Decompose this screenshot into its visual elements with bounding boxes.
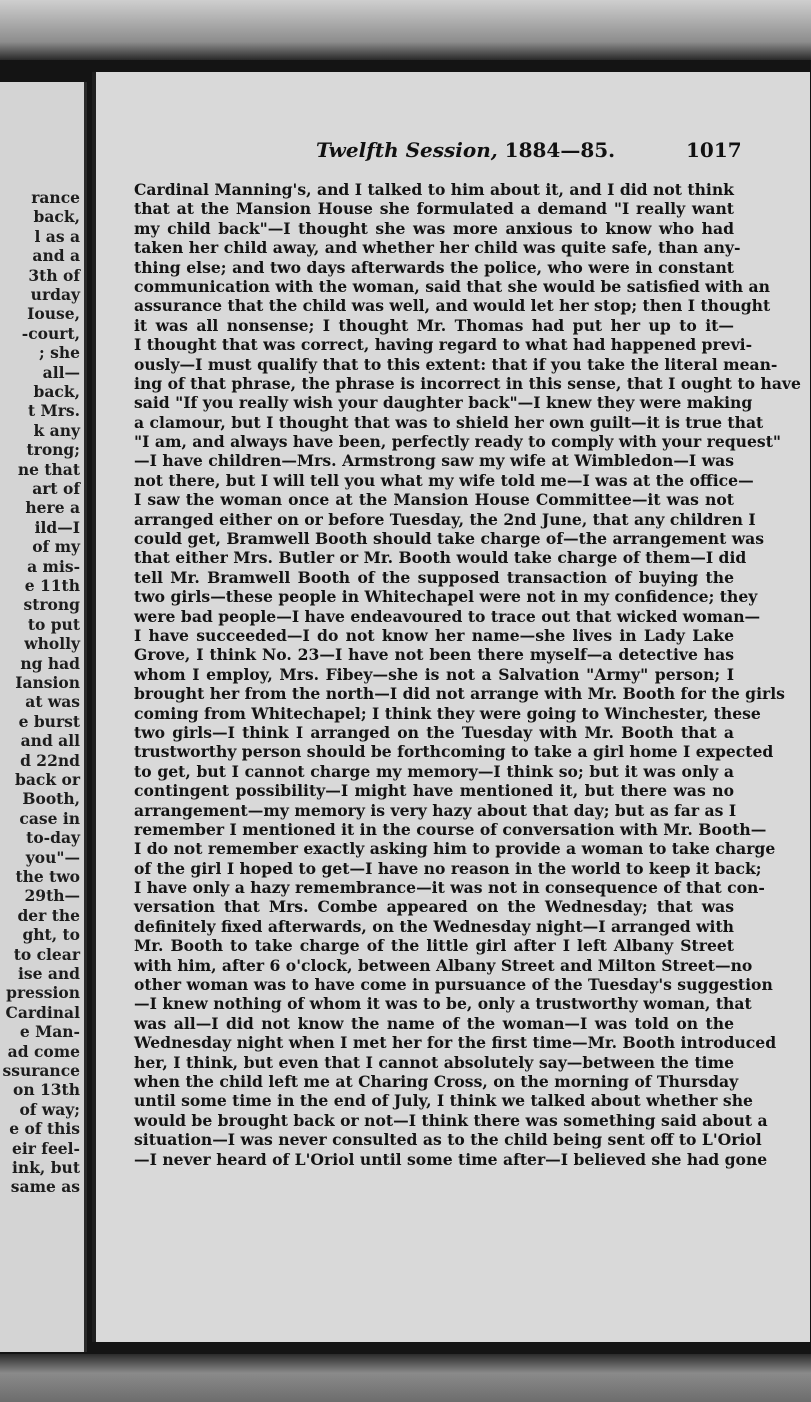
left-page-fragment: Booth, <box>22 789 80 809</box>
left-page-fragment: e Man- <box>19 1022 80 1042</box>
text-line: that at the Mansion House she formulated a demand "I really want <box>134 199 734 219</box>
left-page-fragment: a mis- <box>27 556 80 576</box>
text-line: situation—I was never consulted as to the child being sent off to L'Oriol <box>134 1130 762 1150</box>
text-line: her, I think, but even that I cannot absolutely say—between the time <box>134 1052 734 1072</box>
left-page-fragment: ise and <box>17 964 80 983</box>
text-line: would be brought back or not—I think there was something said about a <box>134 1110 768 1130</box>
left-page-fragment: trong; <box>26 440 80 460</box>
text-line: —I have children—Mrs. Armstrong saw my wife at Wimbledon—I was <box>134 451 734 471</box>
left-page-fragment: to put <box>27 614 80 634</box>
text-line: communication with the woman, said that she would be satisfied with an <box>134 276 770 296</box>
left-page-fragment: e of this <box>9 1119 80 1139</box>
left-page-fragment: back, <box>33 207 80 227</box>
left-page-fragment: e 11th <box>24 576 80 595</box>
left-page-fragment: of way; <box>19 1099 80 1119</box>
text-line: not there, but I will tell you what my wife told me—I was at the office— <box>134 470 754 490</box>
text-line: "I am, and always have been, perfectly ready to comply with your request" <box>134 432 782 452</box>
text-line: taken her child away, and whether her child was quite safe, than any- <box>134 238 741 258</box>
text-line: I have succeeded—I do not know her name—she lives in Lady Lake <box>134 625 734 645</box>
scan-top-edge <box>0 0 811 60</box>
left-page-fragment: here a <box>25 498 80 518</box>
text-line: until some time in the end of July, I think we talked about whether she <box>134 1091 753 1111</box>
text-line: Mr. Booth to take charge of the little girl after I left Albany Street <box>134 936 734 956</box>
text-line: of the girl I hoped to get—I have no reason in the world to keep it back; <box>134 858 762 878</box>
left-page-fragment: of my <box>32 537 80 557</box>
text-line: brought her from the north—I did not arrange with Mr. Booth for the girls <box>134 684 785 704</box>
left-page-fragment: at was <box>25 692 80 712</box>
left-page-fragment: and a <box>32 246 80 266</box>
text-line: arrangement—my memory is very hazy about that day; but as far as I <box>134 800 737 820</box>
text-line: it was all nonsense; I thought Mr. Thomas had put her up to it— <box>134 315 734 335</box>
left-page-fragment: Cardinal <box>5 1002 80 1022</box>
text-line: two girls—I think I arranged on the Tuesday with Mr. Booth that a <box>134 722 734 742</box>
left-page-fragment: the two <box>15 867 80 886</box>
text-line: remember I mentioned it in the course of conversation with Mr. Booth— <box>134 819 767 839</box>
left-page-fragment: -court, <box>21 323 80 343</box>
left-page-fragment: 3th of <box>28 265 80 285</box>
left-page-fragment: ink, but <box>12 1158 80 1177</box>
left-page-fragment: ght, to <box>22 925 80 945</box>
left-page-fragment: eir feel- <box>11 1138 80 1158</box>
left-page-fragment: back, <box>33 382 80 401</box>
running-head-years: 1884—85. <box>497 138 616 162</box>
text-line: versation that Mrs. Combe appeared on the Wednesday; that was <box>134 897 734 917</box>
text-line: two girls—these people in Whitechapel were not in my confidence; they <box>134 587 758 607</box>
scan-bottom-edge <box>0 1354 811 1402</box>
left-page-fragment: back or <box>15 770 80 789</box>
text-line: I do not remember exactly asking him to provide a woman to take charge <box>134 839 776 859</box>
left-page-fragment: d 22nd <box>20 750 80 770</box>
left-page-fragment: strong <box>23 595 80 615</box>
left-page-fragment: k any <box>33 420 80 440</box>
page-number: 1017 <box>686 138 742 162</box>
text-line: could get, Bramwell Booth should take charge of—the arrangement was <box>134 529 765 549</box>
text-line: I thought that was correct, having regard to what had happened previ- <box>134 335 753 355</box>
left-page-fragment: and all <box>20 731 80 751</box>
left-page-fragment: to clear <box>13 944 80 964</box>
left-page <box>0 82 87 1352</box>
text-line: tell Mr. Bramwell Booth of the supposed transaction of buying the <box>134 567 734 587</box>
left-page-fragment: ssurance <box>2 1061 80 1080</box>
body-text <box>134 180 801 1169</box>
left-page-fragment: der the <box>17 905 80 925</box>
text-line: whom I employ, Mrs. Fibey—she is not a Salvation "Army" person; I <box>134 664 734 684</box>
running-head <box>316 138 615 162</box>
left-page-fragment: ne that <box>17 459 80 479</box>
left-page-fragment: Iansion <box>15 673 80 692</box>
text-line: was all—I did not know the name of the woman—I was told on the <box>134 1013 734 1033</box>
left-page-fragment: all— <box>42 362 80 382</box>
text-line: Grove, I think No. 23—I have not been there myself—a detective has <box>134 645 734 665</box>
text-line: my child back"—I thought she was more anxious to know who had <box>134 218 734 238</box>
text-line: trustworthy person should be forthcoming to take a girl home I expected <box>134 742 774 762</box>
text-line: a clamour, but I thought that was to shield her own guilt—it is true that <box>134 412 764 432</box>
left-page-fragment: ild—I <box>34 517 80 537</box>
text-line: coming from Whitechapel; I think they were going to Winchester, these <box>134 703 761 723</box>
left-page-fragment: rance <box>31 188 80 207</box>
left-page-fragment: ad come <box>7 1041 80 1061</box>
left-page-fragment: l as a <box>34 226 80 246</box>
left-page-fragment: art of <box>32 479 80 498</box>
left-page-fragment: urday <box>30 285 80 304</box>
text-line: Wednesday night when I met her for the first time—Mr. Booth introduced <box>134 1033 777 1053</box>
text-line: I saw the woman once at the Mansion House Committee—it was not <box>134 490 734 510</box>
text-line: Cardinal Manning's, and I talked to him about it, and I did not think <box>134 180 734 199</box>
running-head-title: Twelfth Session, <box>316 138 498 162</box>
text-line: that either Mrs. Butler or Mr. Booth would take charge of them—I did <box>134 548 747 568</box>
left-page-fragment: e burst <box>18 711 80 731</box>
text-line: said "If you really wish your daughter back"—I knew they were making <box>134 393 753 413</box>
right-page <box>92 72 810 1342</box>
text-line: —I never heard of L'Oriol until some time after—I believed she had gone <box>134 1149 768 1169</box>
left-page-fragment: case in <box>19 808 80 828</box>
left-page-fragment: ; she <box>39 343 80 363</box>
text-line: ing of that phrase, the phrase is incorrect in this sense, that I ought to have <box>134 373 801 393</box>
left-page-fragment: you"— <box>25 847 80 867</box>
text-line: arranged either on or before Tuesday, the 2nd June, that any children I <box>134 509 756 529</box>
text-line: definitely fixed afterwards, on the Wednesday night—I arranged with <box>134 916 734 936</box>
left-page-fragment: on 13th <box>12 1080 80 1100</box>
left-page-fragment: to-day <box>26 828 80 848</box>
text-line: contingent possibility—I might have mentioned it, but there was no <box>134 781 734 801</box>
text-line: with him, after 6 o'clock, between Albany Street and Milton Street—no <box>134 955 753 975</box>
left-page-fragment: wholly <box>24 634 80 654</box>
left-page-fragment: ng had <box>20 653 80 673</box>
text-line: ously—I must qualify that to this extent: that if you take the literal mean- <box>134 354 778 374</box>
text-line: thing else; and two days afterwards the police, who were in constant <box>134 257 734 277</box>
text-line: —I knew nothing of whom it was to be, only a trustworthy woman, that <box>134 994 752 1014</box>
left-page-fragment: same as <box>10 1177 80 1197</box>
left-page-fragment: t Mrs. <box>27 401 80 421</box>
left-page-fragment: pression <box>6 983 80 1003</box>
text-line: other woman was to have come in pursuance of the Tuesday's suggestion <box>134 975 773 995</box>
left-page-fragment: 29th— <box>24 886 80 906</box>
text-line: to get, but I cannot charge my memory—I think so; but it was only a <box>134 761 734 781</box>
text-line: when the child left me at Charing Cross, on the morning of Thursday <box>134 1071 739 1091</box>
text-line: were bad people—I have endeavoured to trace out that wicked woman— <box>134 606 761 626</box>
text-line: assurance that the child was well, and would let her stop; then I thought <box>134 296 771 316</box>
text-line: I have only a hazy remembrance—it was not in consequence of that con- <box>134 878 765 898</box>
left-page-fragment: Iouse, <box>27 304 80 324</box>
